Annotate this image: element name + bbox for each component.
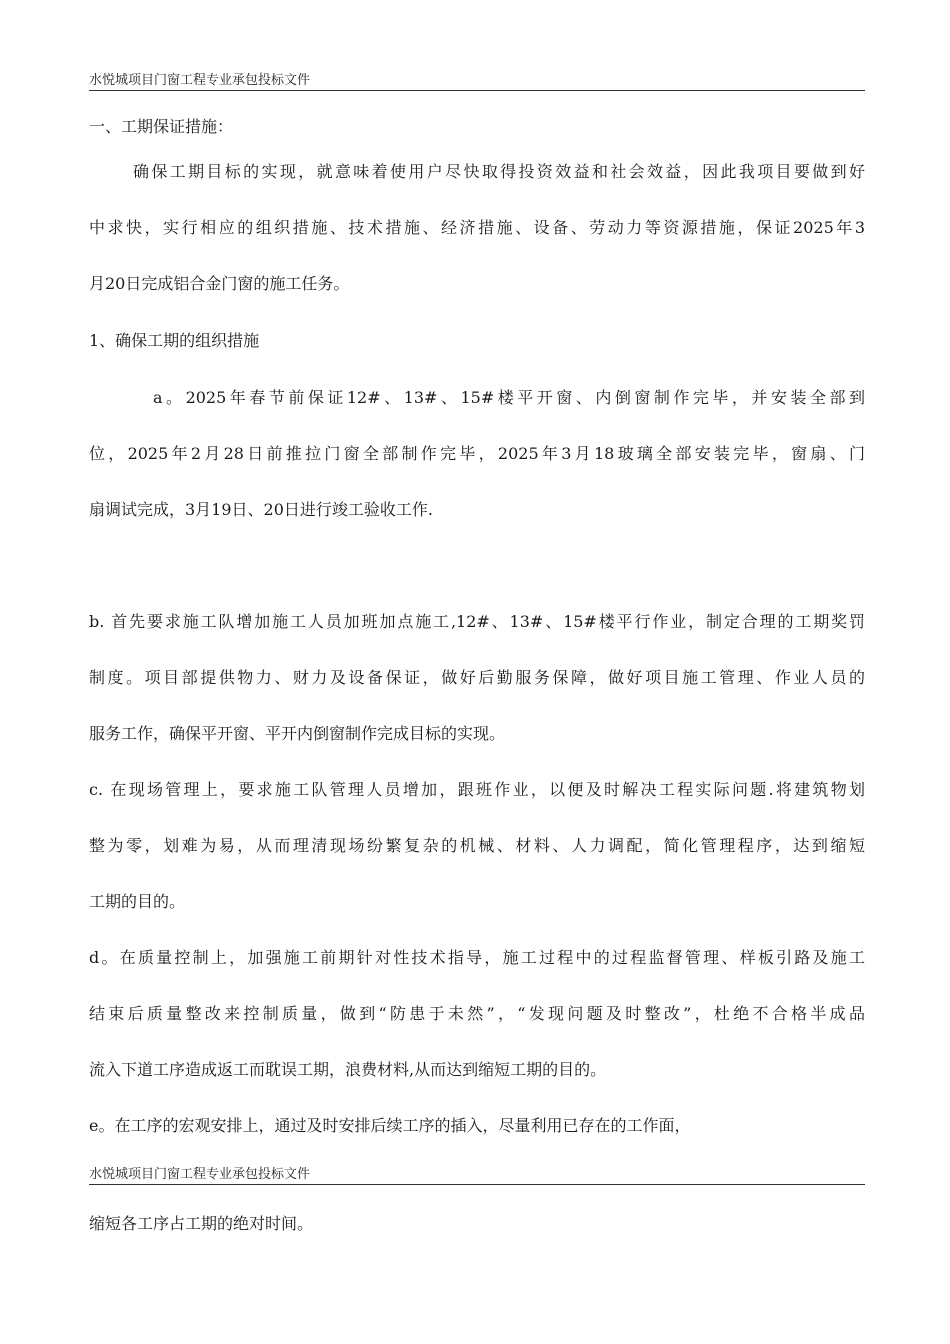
- intro-line-2: 中求快，实行相应的组织措施、技术措施、经济措施、设备、劳动力等资源措施，保证2025年3: [89, 218, 865, 237]
- intro-line-1: 确保工期目标的实现，就意味着使用户尽快取得投资效益和社会效益，因此我项目要做到好: [133, 162, 865, 181]
- item-b-line-1: b. 首先要求施工队增加施工人员加班加点施工,12#、13#、15#楼平行作业，制定合理的工期奖罚: [89, 612, 865, 631]
- page-header: [89, 73, 865, 91]
- section-title: 一、工期保证措施：: [89, 117, 234, 136]
- item-a-line-3: 扇调试完成，3月19日、20日进行竣工验收工作.: [89, 500, 433, 519]
- item-e-line-1: e。在工序的宏观安排上，通过及时安排后续工序的插入，尽量利用已存在的工作面，: [89, 1116, 691, 1135]
- item-a-line-1: a。2025年春节前保证12#、13#、15#楼平开窗、内倒窗制作完毕，并安装全部到: [153, 388, 865, 407]
- item-a-line-2: 位，2025年2月28日前推拉门窗全部制作完毕，2025年3月18玻璃全部安装完毕，窗扇、门: [89, 444, 865, 463]
- item-d-line-2: 结束后质量整改来控制质量，做到“防患于未然”，“发现问题及时整改”，杜绝不合格半成品: [89, 1004, 865, 1023]
- subsection-title: 1、确保工期的组织措施: [89, 331, 260, 350]
- page-header-2: [89, 1167, 865, 1185]
- item-b-line-2: 制度。项目部提供物力、财力及设备保证，做好后勤服务保障，做好项目施工管理、作业人员的: [89, 668, 865, 687]
- header-text-2: 水悦城项目门窗工程专业承包投标文件: [89, 1167, 311, 1182]
- item-d-line-3: 流入下道工序造成返工而耽误工期，浪费材料,从而达到缩短工期的目的。: [89, 1060, 607, 1079]
- item-d-line-1: d。在质量控制上，加强施工前期针对性技术指导，施工过程中的过程监督管理、样板引路及施工: [89, 948, 865, 967]
- header-text: 水悦城项目门窗工程专业承包投标文件: [89, 73, 311, 88]
- item-c-line-1: c. 在现场管理上，要求施工队管理人员增加，跟班作业，以便及时解决工程实际问题.将建筑物划: [89, 780, 865, 799]
- intro-line-3: 月20日完成铝合金门窗的施工任务。: [89, 274, 350, 293]
- item-b-line-3: 服务工作，确保平开窗、平开内倒窗制作完成目标的实现。: [89, 724, 506, 743]
- continuation-line: 缩短各工序占工期的绝对时间。: [89, 1214, 314, 1233]
- item-c-line-3: 工期的目的。: [89, 892, 186, 911]
- item-c-line-2: 整为零，划难为易，从而理清现场纷繁复杂的机械、材料、人力调配，简化管理程序，达到缩短: [89, 836, 865, 855]
